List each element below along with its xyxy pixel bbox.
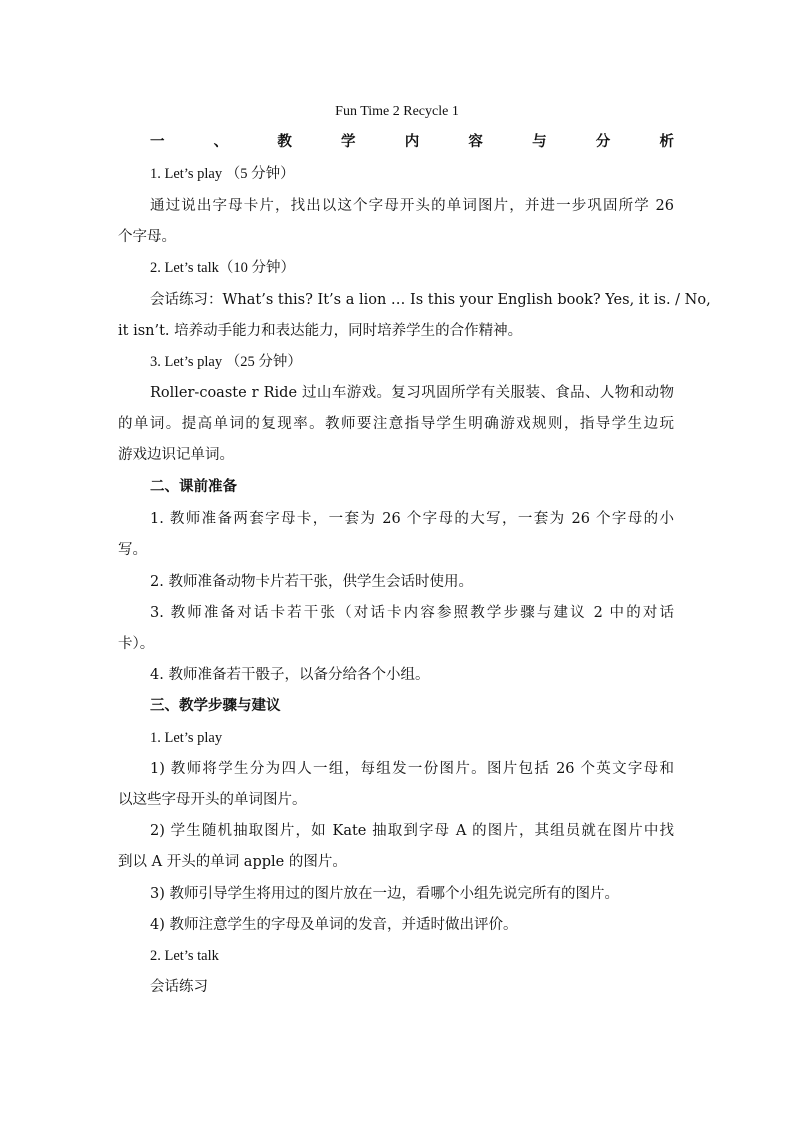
subheading-lets-play-3: 3. Let’s play （25 分钟）: [150, 354, 302, 370]
list-item: 4) 教师注意学生的字母及单词的发音，并适时做出评价。: [150, 917, 518, 933]
paragraph-line: Roller-coaste r Ride 过山车游戏。复习巩固所学有关服装、食品、人物和动物: [150, 385, 674, 401]
list-item-continuation: 以这些字母开头的单词图片。: [118, 792, 307, 808]
paragraph-line: 的单词。提高单词的复现率。教师要注意指导学生明确游戏规则，指导学生边玩: [118, 416, 674, 432]
list-item-continuation: 写。: [118, 542, 147, 558]
list-item: 4. 教师准备若干骰子，以备分给各个小组。: [150, 667, 430, 683]
list-item: 2. 教师准备动物卡片若干张，供学生会话时使用。: [150, 574, 473, 590]
list-item: 3. 教师准备对话卡若干张（对话卡内容参照教学步骤与建议 2 中的对话: [150, 605, 674, 621]
paragraph-line: 通过说出字母卡片，找出以这个字母开头的单词图片，并进一步巩固所学 26: [150, 198, 674, 214]
section-heading-steps: 三、教学步骤与建议: [150, 697, 281, 714]
paragraph-line: 会话练习: [150, 979, 208, 995]
list-item: 1. 教师准备两套字母卡，一套为 26 个字母的大写，一套为 26 个字母的小: [150, 511, 674, 527]
paragraph-line: 会话练习：What’s this? It’s a lion … Is this your English book? Yes, it is. / No,: [150, 292, 711, 308]
subheading-lets-talk: 2. Let’s talk: [150, 948, 219, 964]
list-item-continuation: 卡）。: [118, 636, 155, 652]
section-heading-preparation: 二、课前准备: [150, 478, 237, 495]
section-heading-teaching-content: 一、教学内容与分析: [150, 133, 674, 150]
list-item: 1) 教师将学生分为四人一组，每组发一份图片。图片包括 26 个英文字母和: [150, 761, 674, 777]
subheading-lets-play-1: 1. Let’s play （5 分钟）: [150, 166, 295, 182]
list-item: 2) 学生随机抽取图片，如 Kate 抽取到字母 A 的图片，其组员就在图片中找: [150, 823, 674, 839]
list-item-continuation: 到以 A 开头的单词 apple 的图片。: [118, 854, 347, 870]
document-title: Fun Time 2 Recycle 1: [335, 104, 459, 119]
paragraph-line: it isn’t. 培养动手能力和表达能力，同时培养学生的合作精神。: [118, 323, 523, 339]
paragraph-line: 游戏边识记单词。: [118, 447, 234, 463]
subheading-lets-play: 1. Let’s play: [150, 730, 223, 746]
paragraph-line: 个字母。: [118, 229, 176, 245]
subheading-lets-talk-1: 2. Let’s talk（10 分钟）: [150, 260, 295, 276]
list-item: 3) 教师引导学生将用过的图片放在一边，看哪个小组先说完所有的图片。: [150, 886, 619, 902]
